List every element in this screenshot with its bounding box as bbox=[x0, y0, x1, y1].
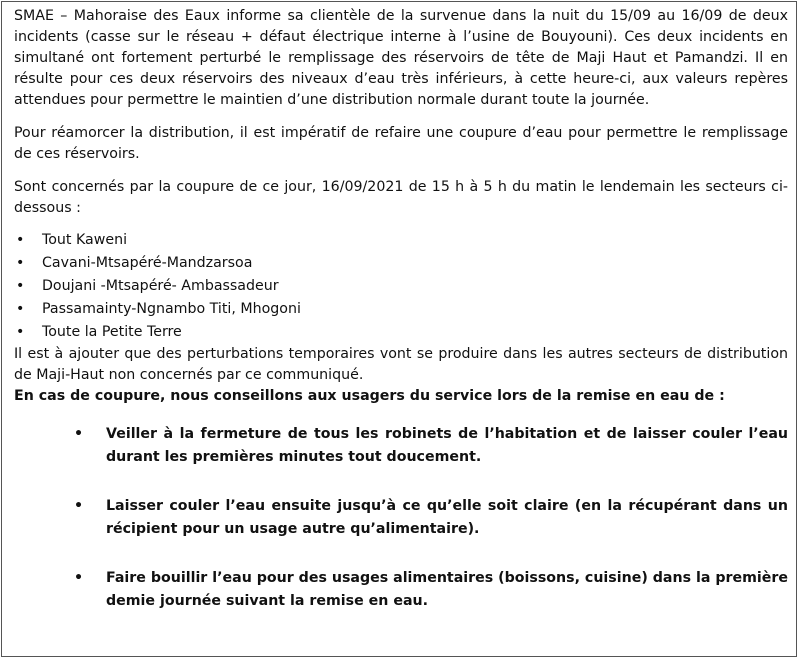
cut-schedule-paragraph: Sont concernés par la coupure de ce jour, 16/09/2021 de 15 h à 5 h du matin le lendemain les secteurs ci-dessous : bbox=[14, 179, 788, 216]
notice-frame bbox=[1, 1, 797, 657]
sector-label: Tout Kaweni bbox=[42, 232, 128, 248]
disruption-paragraph: Il est à ajouter que des perturbations temporaires vont se produire dans les autres secteurs de distribution de Maji-Haut non concernés par ce communiqué. bbox=[14, 346, 788, 383]
advice-text: Faire bouillir l’eau pour des usages alimentaires (boissons, cuisine) dans la première demie journée suivant la remise en eau. bbox=[106, 570, 788, 609]
bullet-icon: • bbox=[16, 255, 25, 271]
sector-label: Cavani-Mtsapéré-Mandzarsoa bbox=[42, 255, 253, 271]
advice-heading: En cas de coupure, nous conseillons aux usagers du service lors de la remise en eau de : bbox=[14, 388, 725, 404]
advice-text: Veiller à la fermeture de tous les robinets de l’habitation et de laisser couler l’eau durant les premières minutes tout doucement. bbox=[106, 426, 788, 465]
bullet-icon: • bbox=[74, 570, 84, 586]
sector-list bbox=[14, 229, 788, 344]
list-item bbox=[14, 495, 788, 541]
bullet-icon: • bbox=[16, 301, 25, 317]
list-item bbox=[14, 252, 788, 275]
sector-label: Doujani -Mtsapéré- Ambassadeur bbox=[42, 278, 279, 294]
advice-text: Laisser couler l’eau ensuite jusqu’à ce qu’elle soit claire (en la récupérant dans un récipient pour un usage autre qu’alimentaire). bbox=[106, 498, 788, 537]
advice-list bbox=[14, 423, 788, 613]
list-item bbox=[14, 423, 788, 469]
list-item bbox=[14, 298, 788, 321]
list-item bbox=[14, 229, 788, 252]
bullet-icon: • bbox=[16, 232, 25, 248]
list-item bbox=[14, 321, 788, 344]
bullet-icon: • bbox=[74, 426, 84, 442]
list-item bbox=[14, 275, 788, 298]
sector-label: Toute la Petite Terre bbox=[42, 324, 182, 340]
restart-paragraph: Pour réamorcer la distribution, il est impératif de refaire une coupure d’eau pour permettre le remplissage de ces réservoirs. bbox=[14, 125, 788, 162]
list-item bbox=[14, 567, 788, 613]
notice-document bbox=[14, 6, 788, 639]
bullet-icon: • bbox=[16, 278, 25, 294]
sector-label: Passamainty-Ngnambo Titi, Mhogoni bbox=[42, 301, 301, 317]
bullet-icon: • bbox=[16, 324, 25, 340]
incident-paragraph: SMAE – Mahoraise des Eaux informe sa clientèle de la survenue dans la nuit du 15/09 au 16/09 de deux incidents (casse sur le réseau + défaut électrique interne à l’usine de Bouyouni). Ces deux incidents en simultané ont fortement perturbé le remplissage des réservoirs de tête de Maji Haut et Pamandzi. Il en résulte pour ces deux réservoirs des niveaux d’eau très inférieurs, à cette heure-ci, aux valeurs repères attendues pour permettre le maintien d’une distribution normale durant toute la journée. bbox=[14, 8, 788, 108]
bullet-icon: • bbox=[74, 498, 84, 514]
